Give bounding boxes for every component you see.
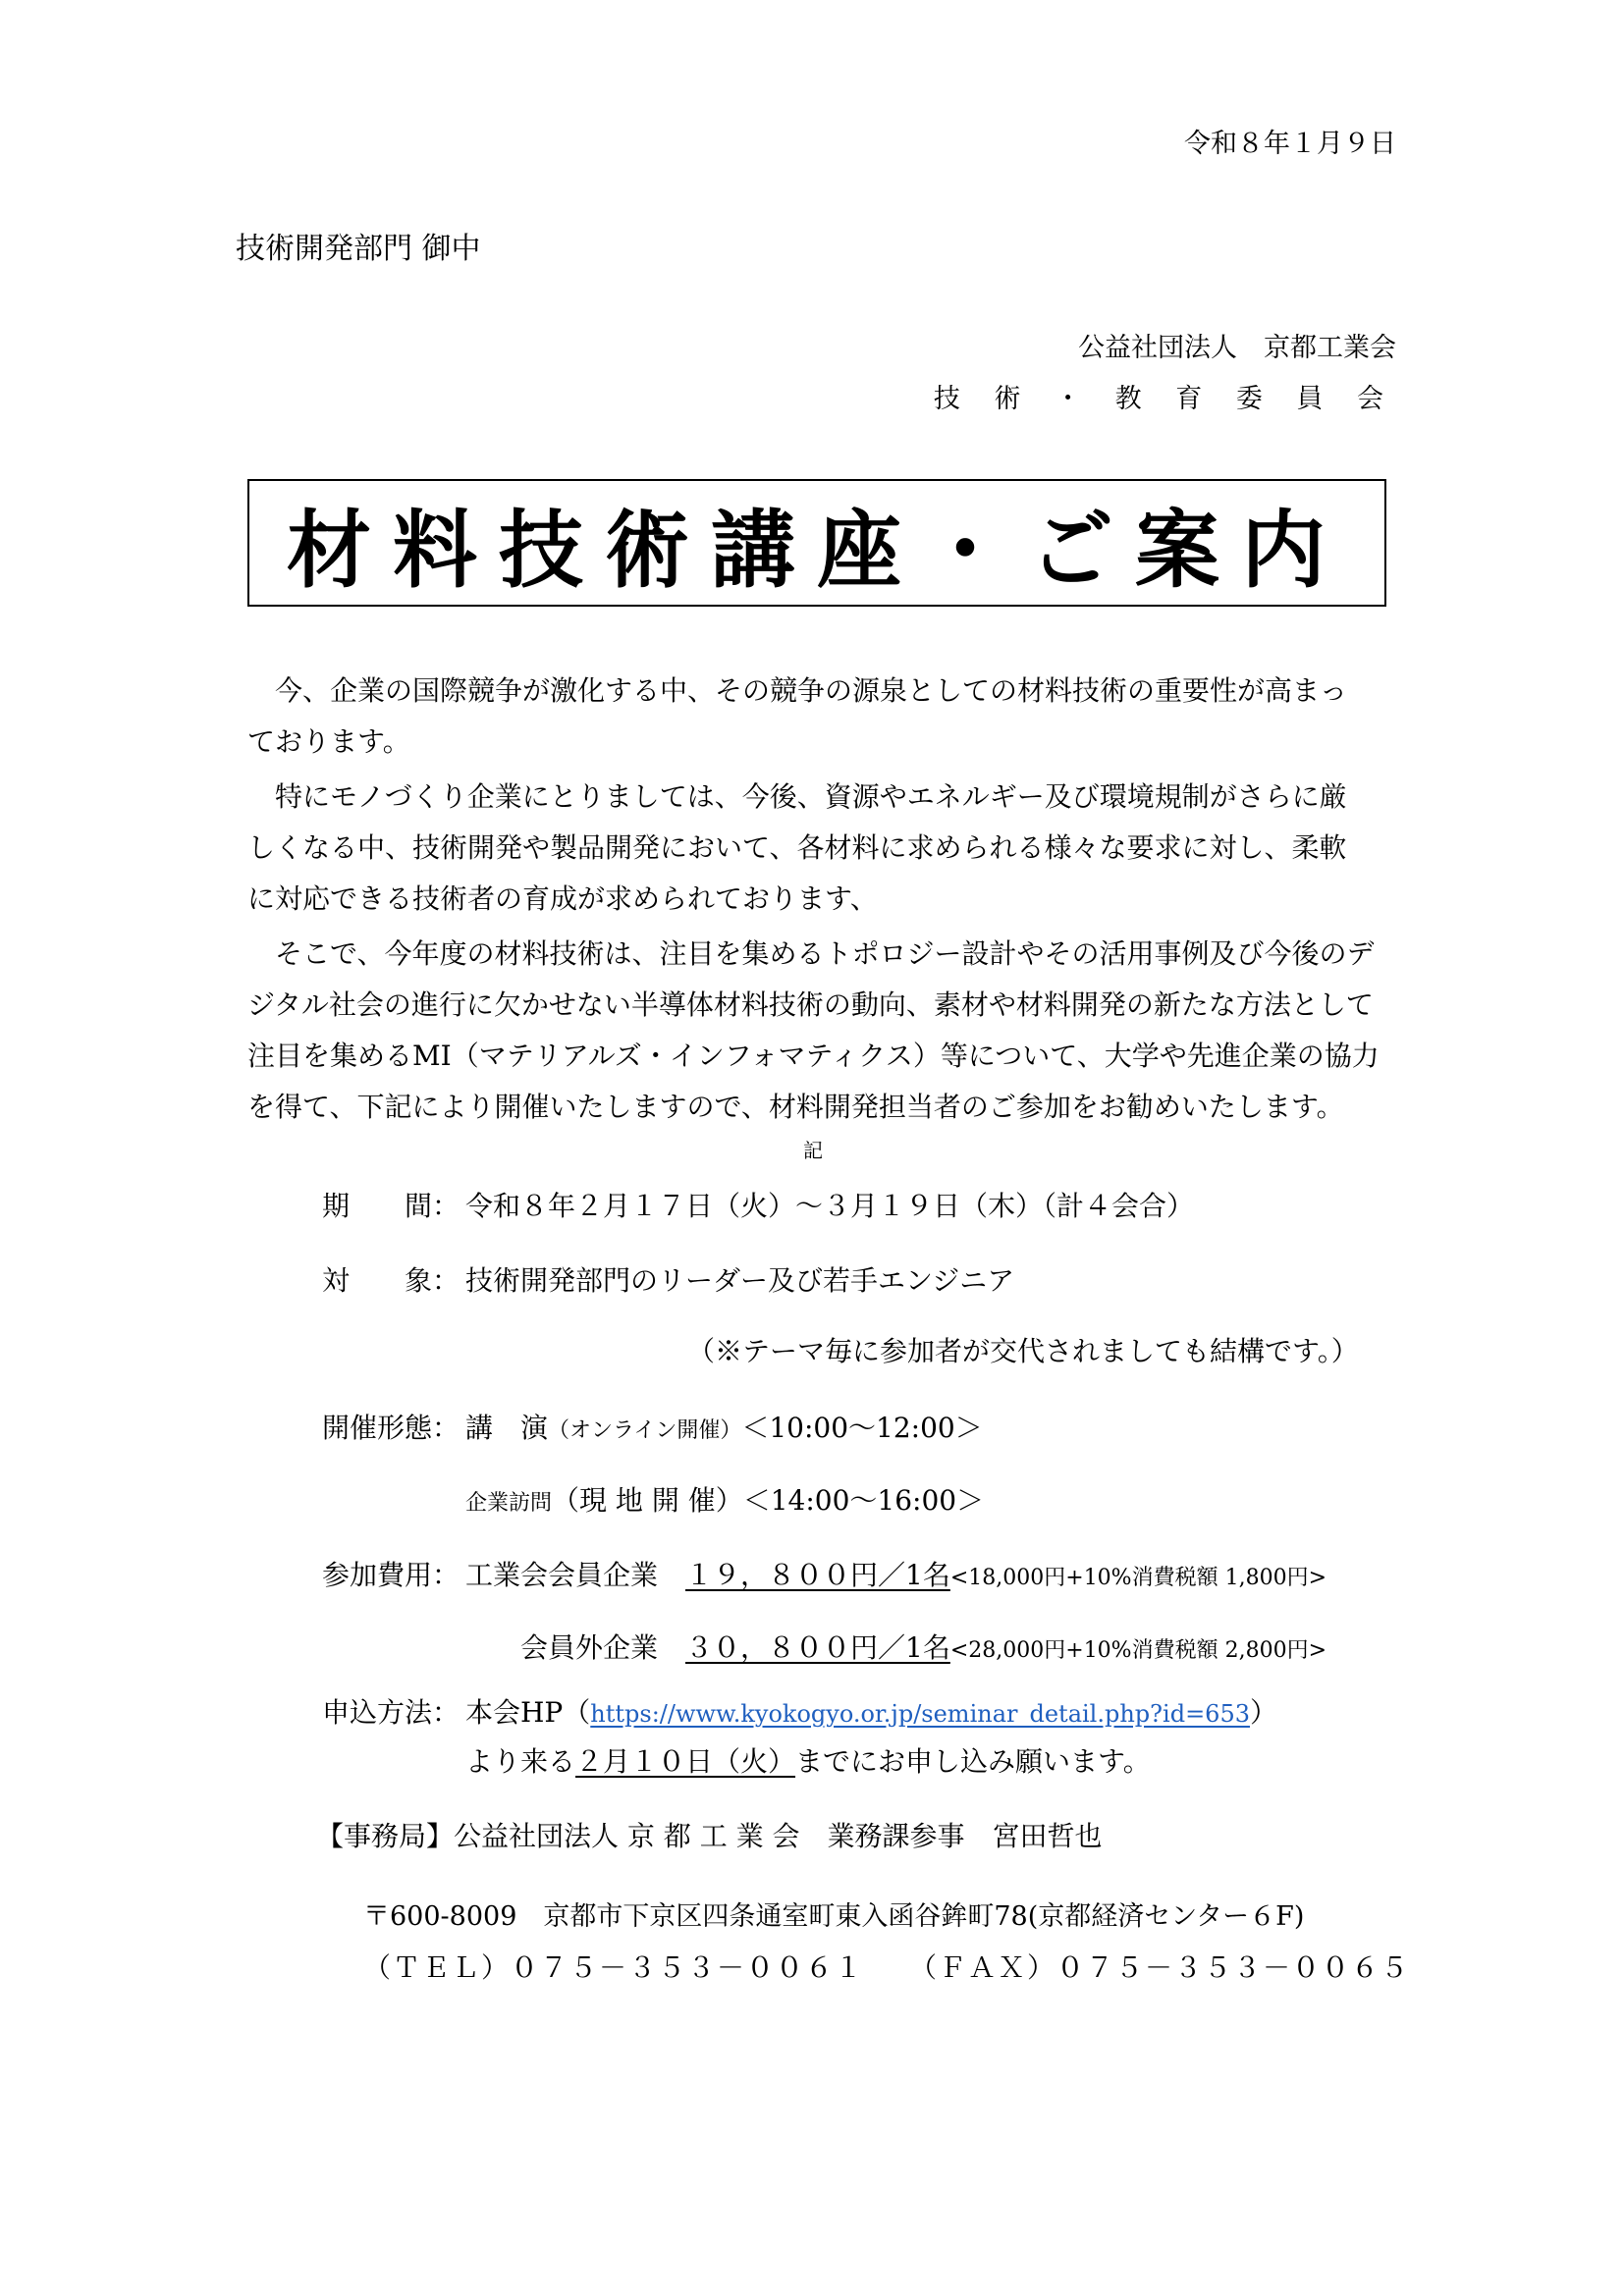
paragraph-line: ております。 [247,725,410,758]
apply-deadline-prefix: より来る [465,1745,576,1778]
fee-nonmember-type: 会員外企業 [520,1631,686,1664]
period-value: 令和８年２月１７日（火）～３月１９日（木）（計４会合） [465,1190,1195,1222]
apply-prefix: 本会HP（ [465,1696,591,1729]
fee-nonmember [520,1631,1326,1668]
sender-organization: 公益社団法人 京都工業会 [1078,333,1396,363]
fee-label: 参加費用： [322,1559,460,1591]
paragraph-line: 特にモノづくり企業にとりましては、今後、資源やエネルギー及び環境規制がさらに厳 [247,780,1347,813]
paragraph-line: に対応できる技術者の育成が求められております、 [247,882,878,915]
target-label: 対 象： [322,1264,460,1297]
apply-label: 申込方法： [322,1696,460,1729]
apply-url-link[interactable]: https://www.kyokogyo.or.jp/seminar_detail.php?id=653 [590,1700,1250,1728]
target-value: 技術開発部門のリーダー及び若手エンジニア [465,1264,1015,1297]
format-visit [465,1484,984,1521]
fee-member-type: 工業会会員企業 [465,1559,686,1591]
format-visit-name: 企業訪問 [465,1491,553,1516]
fee-nonmember-breakdown: <28,000円+10%消費税額 2,800円> [949,1638,1326,1663]
apply-line2 [465,1745,1151,1779]
period-label: 期 間： [322,1190,460,1222]
office-phone-fax: （ＴＥＬ）０７５－３５３－００６１ （ＦＡＸ）０７５－３５３－００６５ [363,1951,1411,1984]
paragraph-line: そこで、今年度の材料技術は、注目を集めるトポロジー設計やその活用事例及び今後のデ [247,937,1375,970]
format-lecture-mode: （オンライン開催） [548,1418,742,1443]
paragraph-line: 今、企業の国際競争が激化する中、その競争の源泉としての材料技術の重要性が高まっ [247,674,1348,707]
fee-nonmember-amount: ３０，８００円／1名 [685,1631,950,1664]
page-title: 材料技術講座・ご案内 [287,502,1347,600]
format-lecture-name: 講 演 [465,1412,549,1444]
fee-member-amount: １９，８００円／1名 [685,1559,950,1591]
fee-member-breakdown: <18,000円+10%消費税額 1,800円> [949,1566,1326,1590]
document-date: 令和８年１月９日 [1184,129,1396,159]
apply-suffix: ） [1249,1696,1277,1729]
apply-deadline-suffix: までにお申し込み願います。 [795,1745,1151,1778]
format-label: 開催形態： [322,1412,460,1444]
recipient: 技術開発部門 御中 [236,232,481,266]
fee-member [465,1559,1326,1595]
sender-committee: 技 術 ・ 教 育 委 員 会 [933,384,1396,414]
office-contact-person: 【事務局】公益社団法人 京 都 工 業 会 業務課参事 宮田哲也 [316,1820,1103,1852]
apply-deadline: ２月１０日（火） [575,1745,796,1778]
target-note: （※テーマ毎に参加者が交代されましても結構です。） [687,1335,1359,1367]
title-box [247,479,1386,607]
format-lecture-time: ＜10:00～12:00＞ [741,1412,983,1444]
office-address: 〒600-8009 京都市下京区四条通室町東入函谷鉾町78(京都経済センター６F) [363,1901,1305,1932]
paragraph-line: 注目を集めるMI（マテリアルズ・インフォマティクス）等について、大学や先進企業の協力 [247,1040,1380,1072]
paragraph-line: を得て、下記により開催いたしますので、材料開発担当者のご参加をお勧めいたします。 [247,1091,1344,1123]
apply-line1 [465,1696,1277,1731]
paragraph-line: ジタル社会の進行に欠かせない半導体材料技術の動向、素材や材料開発の新たな方法として [247,988,1374,1021]
paragraph-line: しくなる中、技術開発や製品開発において、各材料に求められる様々な要求に対し、柔軟 [247,831,1347,864]
format-lecture [465,1412,983,1448]
ki-marker: 記 [803,1139,823,1162]
format-visit-detail: （現 地 開 催）＜14:00～16:00＞ [552,1484,985,1517]
